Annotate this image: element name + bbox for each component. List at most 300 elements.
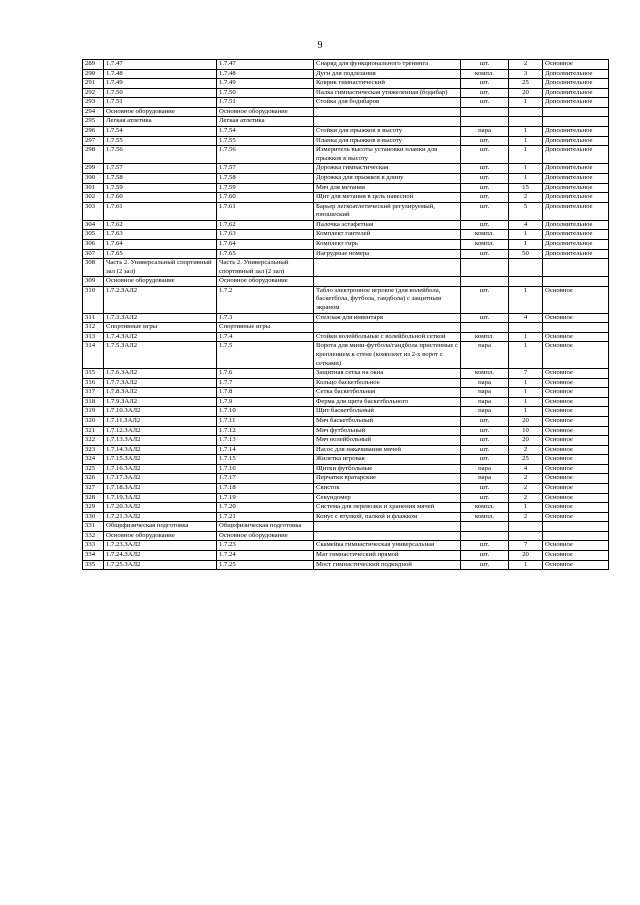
quantity-cell [509, 259, 543, 277]
item-name-cell: Барьер легкоатлетический регулируемый, юношеский [314, 202, 461, 220]
code-cell: 1.7.56 [104, 146, 217, 164]
item-name-cell: Нагрудные номера [314, 249, 461, 259]
equipment-type-cell [543, 323, 609, 333]
equipment-type-cell: Основное [543, 551, 609, 561]
unit-cell: пара [461, 388, 509, 398]
equipment-type-cell: Основное [543, 369, 609, 379]
unit-cell: пара [461, 397, 509, 407]
ref-code-cell: 1.7.5 [217, 342, 314, 369]
item-name-cell [314, 259, 461, 277]
code-cell: 1.7.49 [104, 79, 217, 89]
code-cell: 1.7.51 [104, 98, 217, 108]
row-number-cell: 316 [83, 378, 104, 388]
item-name-cell: Ворота для мини-футбола/гандбола пристенные с креплением к стене (комплект из 2-х ворот с сетками) [314, 342, 461, 369]
unit-cell: шт. [461, 60, 509, 70]
item-name-cell: Коврик гимнастический [314, 79, 461, 89]
equipment-type-cell: Дополнительное [543, 173, 609, 183]
ref-code-cell: 1.7.49 [217, 79, 314, 89]
item-name-cell: Система для перевозки и хранения мячей [314, 503, 461, 513]
quantity-cell [509, 522, 543, 532]
unit-cell [461, 522, 509, 532]
unit-cell: компл. [461, 230, 509, 240]
ref-code-cell: 1.7.18 [217, 484, 314, 494]
quantity-cell: 1 [509, 230, 543, 240]
table-row [83, 286, 609, 313]
row-number-cell: 321 [83, 426, 104, 436]
table-row [83, 397, 609, 407]
row-number-cell: 323 [83, 445, 104, 455]
item-name-cell: Сетка баскетбольная [314, 388, 461, 398]
table-row [83, 239, 609, 249]
quantity-cell: 1 [509, 407, 543, 417]
row-number-cell: 326 [83, 474, 104, 484]
equipment-type-cell: Дополнительное [543, 79, 609, 89]
row-number-cell: 320 [83, 416, 104, 426]
row-number-cell: 324 [83, 455, 104, 465]
row-number-cell: 309 [83, 277, 104, 287]
row-number-cell: 298 [83, 146, 104, 164]
ref-code-cell: 1.7.16 [217, 464, 314, 474]
item-name-cell: Дорожка для прыжков в длину [314, 173, 461, 183]
quantity-cell: 20 [509, 551, 543, 561]
quantity-cell: 1 [509, 98, 543, 108]
unit-cell: шт. [461, 493, 509, 503]
table-row [83, 164, 609, 174]
quantity-cell: 1 [509, 332, 543, 342]
table-row [83, 560, 609, 570]
row-number-cell: 296 [83, 127, 104, 137]
equipment-type-cell: Дополнительное [543, 230, 609, 240]
ref-code-cell: Общефизическая подготовка [217, 522, 314, 532]
equipment-type-cell [543, 259, 609, 277]
quantity-cell: 7 [509, 541, 543, 551]
unit-cell: шт. [461, 249, 509, 259]
unit-cell: шт. [461, 98, 509, 108]
equipment-type-cell: Основное [543, 313, 609, 323]
table-row [83, 69, 609, 79]
equipment-type-cell: Основное [543, 332, 609, 342]
item-name-cell: Щит для метания в цель навесной [314, 193, 461, 203]
row-number-cell: 328 [83, 493, 104, 503]
equipment-type-cell: Дополнительное [543, 202, 609, 220]
equipment-type-cell [543, 522, 609, 532]
unit-cell: компл. [461, 239, 509, 249]
equipment-type-cell [543, 117, 609, 127]
table-row [83, 455, 609, 465]
row-number-cell: 303 [83, 202, 104, 220]
code-cell: 1.7.11.ЗАЛ2 [104, 416, 217, 426]
table-row [83, 342, 609, 369]
quantity-cell: 2 [509, 474, 543, 484]
item-name-cell [314, 522, 461, 532]
unit-cell: шт. [461, 79, 509, 89]
item-name-cell [314, 277, 461, 287]
quantity-cell: 2 [509, 445, 543, 455]
code-cell: 1.7.16.ЗАЛ2 [104, 464, 217, 474]
code-cell: 1.7.60 [104, 193, 217, 203]
table-row [83, 369, 609, 379]
table-row [83, 88, 609, 98]
equipment-type-cell: Основное [543, 493, 609, 503]
ref-code-cell: 1.7.12 [217, 426, 314, 436]
equipment-type-cell: Дополнительное [543, 146, 609, 164]
item-name-cell: Стойки для прыжков в высоту [314, 127, 461, 137]
code-cell: 1.7.12.ЗАЛ2 [104, 426, 217, 436]
unit-cell: шт. [461, 146, 509, 164]
quantity-cell: 2 [509, 512, 543, 522]
equipment-type-cell: Дополнительное [543, 239, 609, 249]
ref-code-cell: 1.7.47 [217, 60, 314, 70]
row-number-cell: 329 [83, 503, 104, 513]
table-row [83, 79, 609, 89]
ref-code-cell: 1.7.19 [217, 493, 314, 503]
unit-cell: шт. [461, 136, 509, 146]
unit-cell: шт. [461, 202, 509, 220]
quantity-cell: 2 [509, 60, 543, 70]
equipment-type-cell: Дополнительное [543, 136, 609, 146]
ref-code-cell: 1.7.13 [217, 436, 314, 446]
table-row [83, 503, 609, 513]
code-cell: 1.7.65 [104, 249, 217, 259]
quantity-cell [509, 277, 543, 287]
unit-cell: пара [461, 474, 509, 484]
unit-cell: шт. [461, 551, 509, 561]
unit-cell: компл. [461, 369, 509, 379]
ref-code-cell: 1.7.60 [217, 193, 314, 203]
row-number-cell: 294 [83, 107, 104, 117]
item-name-cell: Кольцо баскетбольное [314, 378, 461, 388]
table-row [83, 474, 609, 484]
code-cell: 1.7.5.ЗАЛ2 [104, 342, 217, 369]
quantity-cell: 1 [509, 127, 543, 137]
equipment-type-cell: Основное [543, 426, 609, 436]
item-name-cell: Секундомер [314, 493, 461, 503]
quantity-cell: 2 [509, 493, 543, 503]
ref-code-cell: 1.7.55 [217, 136, 314, 146]
equipment-type-cell: Основное [543, 541, 609, 551]
quantity-cell: 4 [509, 220, 543, 230]
table-row [83, 426, 609, 436]
ref-code-cell: 1.7.10 [217, 407, 314, 417]
ref-code-cell: 1.7.7 [217, 378, 314, 388]
ref-code-cell: 1.7.11 [217, 416, 314, 426]
quantity-cell: 20 [509, 436, 543, 446]
table-row [83, 493, 609, 503]
quantity-cell: 25 [509, 455, 543, 465]
quantity-cell: 1 [509, 164, 543, 174]
equipment-type-cell: Дополнительное [543, 193, 609, 203]
item-name-cell: Стеллаж для инвентаря [314, 313, 461, 323]
equipment-table [82, 59, 609, 570]
item-name-cell: Ферма для щита баскетбольного [314, 397, 461, 407]
ref-code-cell: 1.7.58 [217, 173, 314, 183]
ref-code-cell: 1.7.61 [217, 202, 314, 220]
unit-cell: шт. [461, 286, 509, 313]
item-name-cell [314, 117, 461, 127]
code-cell: 1.7.20.ЗАЛ2 [104, 503, 217, 513]
equipment-type-cell: Дополнительное [543, 88, 609, 98]
table-row [83, 436, 609, 446]
unit-cell: пара [461, 342, 509, 369]
unit-cell [461, 117, 509, 127]
item-name-cell: Скамейка гимнастическая универсальная [314, 541, 461, 551]
row-number-cell: 333 [83, 541, 104, 551]
code-cell: Легкая атлетика [104, 117, 217, 127]
table-row [83, 551, 609, 561]
table-row [83, 146, 609, 164]
code-cell: 1.7.59 [104, 183, 217, 193]
equipment-type-cell: Основное [543, 455, 609, 465]
ref-code-cell: 1.7.9 [217, 397, 314, 407]
table-row [83, 193, 609, 203]
item-name-cell: Планка для прыжков в высоту [314, 136, 461, 146]
table-row [83, 541, 609, 551]
code-cell: Основное оборудование [104, 277, 217, 287]
equipment-type-cell: Основное [543, 445, 609, 455]
equipment-type-cell: Основное [543, 60, 609, 70]
equipment-type-cell: Дополнительное [543, 69, 609, 79]
quantity-cell: 1 [509, 136, 543, 146]
unit-cell: шт. [461, 426, 509, 436]
equipment-type-cell: Дополнительное [543, 183, 609, 193]
table-row [83, 249, 609, 259]
ref-code-cell: 1.7.15 [217, 455, 314, 465]
quantity-cell: 2 [509, 193, 543, 203]
code-cell: 1.7.61 [104, 202, 217, 220]
table-row [83, 136, 609, 146]
quantity-cell: 1 [509, 560, 543, 570]
table-row [83, 484, 609, 494]
code-cell: 1.7.54 [104, 127, 217, 137]
quantity-cell: 4 [509, 464, 543, 474]
quantity-cell: 15 [509, 183, 543, 193]
table-row [83, 464, 609, 474]
unit-cell: шт. [461, 416, 509, 426]
unit-cell: пара [461, 127, 509, 137]
quantity-cell: 1 [509, 173, 543, 183]
equipment-type-cell [543, 277, 609, 287]
table-row [83, 60, 609, 70]
table-row [83, 332, 609, 342]
unit-cell: пара [461, 378, 509, 388]
row-number-cell: 314 [83, 342, 104, 369]
code-cell: 1.7.57 [104, 164, 217, 174]
unit-cell [461, 277, 509, 287]
row-number-cell: 315 [83, 369, 104, 379]
row-number-cell: 325 [83, 464, 104, 474]
code-cell: 1.7.6.ЗАЛ2 [104, 369, 217, 379]
code-cell: Основное оборудование [104, 107, 217, 117]
item-name-cell: Снаряд для функционального тренинга [314, 60, 461, 70]
equipment-type-cell: Основное [543, 378, 609, 388]
quantity-cell: 1 [509, 397, 543, 407]
ref-code-cell: 1.7.48 [217, 69, 314, 79]
row-number-cell: 301 [83, 183, 104, 193]
row-number-cell: 306 [83, 239, 104, 249]
code-cell: 1.7.2.ЗАЛ2 [104, 286, 217, 313]
equipment-type-cell: Основное [543, 397, 609, 407]
equipment-type-cell: Дополнительное [543, 127, 609, 137]
row-number-cell: 290 [83, 69, 104, 79]
unit-cell: шт. [461, 220, 509, 230]
item-name-cell: Комплект гирь [314, 239, 461, 249]
equipment-type-cell: Дополнительное [543, 98, 609, 108]
item-name-cell: Жилетка игровая [314, 455, 461, 465]
equipment-type-cell: Дополнительное [543, 220, 609, 230]
code-cell: 1.7.3.ЗАЛ2 [104, 313, 217, 323]
row-number-cell: 291 [83, 79, 104, 89]
item-name-cell: Щит баскетбольный [314, 407, 461, 417]
item-name-cell: Стойка для бодибаров [314, 98, 461, 108]
equipment-type-cell: Основное [543, 342, 609, 369]
table-row [83, 388, 609, 398]
code-cell: Часть 2. Универсальный спортивный зал (2 зал) [104, 259, 217, 277]
item-name-cell: Мост гимнастический подкидной [314, 560, 461, 570]
row-number-cell: 297 [83, 136, 104, 146]
unit-cell: компл. [461, 503, 509, 513]
item-name-cell: Мяч волейбольный [314, 436, 461, 446]
item-name-cell: Мяч баскетбольный [314, 416, 461, 426]
quantity-cell: 1 [509, 388, 543, 398]
quantity-cell [509, 107, 543, 117]
row-number-cell: 310 [83, 286, 104, 313]
unit-cell: компл. [461, 332, 509, 342]
ref-code-cell: Основное оборудование [217, 277, 314, 287]
row-number-cell: 334 [83, 551, 104, 561]
code-cell: Основное оборудование [104, 531, 217, 541]
item-name-cell [314, 323, 461, 333]
ref-code-cell: 1.7.6 [217, 369, 314, 379]
table-row [83, 117, 609, 127]
ref-code-cell: 1.7.25 [217, 560, 314, 570]
unit-cell: шт. [461, 313, 509, 323]
unit-cell: шт. [461, 484, 509, 494]
row-number-cell: 302 [83, 193, 104, 203]
table-row [83, 522, 609, 532]
code-cell: 1.7.64 [104, 239, 217, 249]
item-name-cell: Свисток [314, 484, 461, 494]
equipment-type-cell: Основное [543, 503, 609, 513]
quantity-cell: 1 [509, 146, 543, 164]
quantity-cell: 20 [509, 88, 543, 98]
ref-code-cell: 1.7.62 [217, 220, 314, 230]
table-row [83, 323, 609, 333]
code-cell: 1.7.7.ЗАЛ2 [104, 378, 217, 388]
table-row [83, 313, 609, 323]
item-name-cell [314, 531, 461, 541]
quantity-cell: 1 [509, 378, 543, 388]
code-cell: 1.7.13.ЗАЛ2 [104, 436, 217, 446]
unit-cell: шт. [461, 193, 509, 203]
ref-code-cell: 1.7.8 [217, 388, 314, 398]
item-name-cell [314, 107, 461, 117]
row-number-cell: 322 [83, 436, 104, 446]
table-row [83, 512, 609, 522]
row-number-cell: 332 [83, 531, 104, 541]
code-cell: 1.7.58 [104, 173, 217, 183]
row-number-cell: 293 [83, 98, 104, 108]
code-cell: 1.7.9.ЗАЛ2 [104, 397, 217, 407]
item-name-cell: Стойки волейбольные с волейбольной сеткой [314, 332, 461, 342]
row-number-cell: 331 [83, 522, 104, 532]
row-number-cell: 311 [83, 313, 104, 323]
equipment-type-cell [543, 107, 609, 117]
quantity-cell: 20 [509, 416, 543, 426]
code-cell: 1.7.21.ЗАЛ2 [104, 512, 217, 522]
table-row [83, 416, 609, 426]
code-cell: 1.7.19.ЗАЛ2 [104, 493, 217, 503]
quantity-cell: 3 [509, 69, 543, 79]
equipment-type-cell: Основное [543, 407, 609, 417]
unit-cell: шт. [461, 436, 509, 446]
quantity-cell: 1 [509, 239, 543, 249]
quantity-cell [509, 323, 543, 333]
quantity-cell: 1 [509, 342, 543, 369]
item-name-cell: Дорожка гимнастическая [314, 164, 461, 174]
ref-code-cell: 1.7.57 [217, 164, 314, 174]
table-row [83, 98, 609, 108]
code-cell: Спортивные игры [104, 323, 217, 333]
row-number-cell: 307 [83, 249, 104, 259]
code-cell: 1.7.63 [104, 230, 217, 240]
row-number-cell: 300 [83, 173, 104, 183]
code-cell: 1.7.50 [104, 88, 217, 98]
ref-code-cell: Легкая атлетика [217, 117, 314, 127]
table-body [83, 60, 609, 570]
ref-code-cell: Часть 2. Универсальный спортивный зал (2 зал) [217, 259, 314, 277]
ref-code-cell: 1.7.24 [217, 551, 314, 561]
table-row [83, 230, 609, 240]
item-name-cell: Мат гимнастический прямой [314, 551, 461, 561]
ref-code-cell: 1.7.4 [217, 332, 314, 342]
ref-code-cell: 1.7.2 [217, 286, 314, 313]
item-name-cell: Защитная сетка на окна [314, 369, 461, 379]
code-cell: Общефизическая подготовка [104, 522, 217, 532]
table-row [83, 445, 609, 455]
ref-code-cell: 1.7.50 [217, 88, 314, 98]
table-row [83, 127, 609, 137]
ref-code-cell: 1.7.20 [217, 503, 314, 513]
quantity-cell: 10 [509, 426, 543, 436]
row-number-cell: 312 [83, 323, 104, 333]
unit-cell: шт. [461, 183, 509, 193]
equipment-type-cell: Основное [543, 464, 609, 474]
code-cell: 1.7.48 [104, 69, 217, 79]
quantity-cell: 5 [509, 202, 543, 220]
ref-code-cell: 1.7.54 [217, 127, 314, 137]
code-cell: 1.7.4.ЗАЛ2 [104, 332, 217, 342]
code-cell: 1.7.25.ЗАЛ2 [104, 560, 217, 570]
ref-code-cell: 1.7.65 [217, 249, 314, 259]
ref-code-cell: Основное оборудование [217, 107, 314, 117]
quantity-cell: 2 [509, 484, 543, 494]
unit-cell [461, 531, 509, 541]
ref-code-cell: 1.7.21 [217, 512, 314, 522]
unit-cell: компл. [461, 69, 509, 79]
unit-cell: компл. [461, 512, 509, 522]
item-name-cell: Табло электронное игровое (для волейбола, баскетбола, футбола, гандбола) с защитным экраном [314, 286, 461, 313]
unit-cell: пара [461, 407, 509, 417]
item-name-cell: Мяч для метания [314, 183, 461, 193]
unit-cell [461, 107, 509, 117]
ref-code-cell: Основное оборудование [217, 531, 314, 541]
row-number-cell: 318 [83, 397, 104, 407]
item-name-cell: Комплект гантелей [314, 230, 461, 240]
item-name-cell: Насос для накачивания мячей [314, 445, 461, 455]
row-number-cell: 295 [83, 117, 104, 127]
unit-cell: шт. [461, 445, 509, 455]
unit-cell: шт. [461, 164, 509, 174]
